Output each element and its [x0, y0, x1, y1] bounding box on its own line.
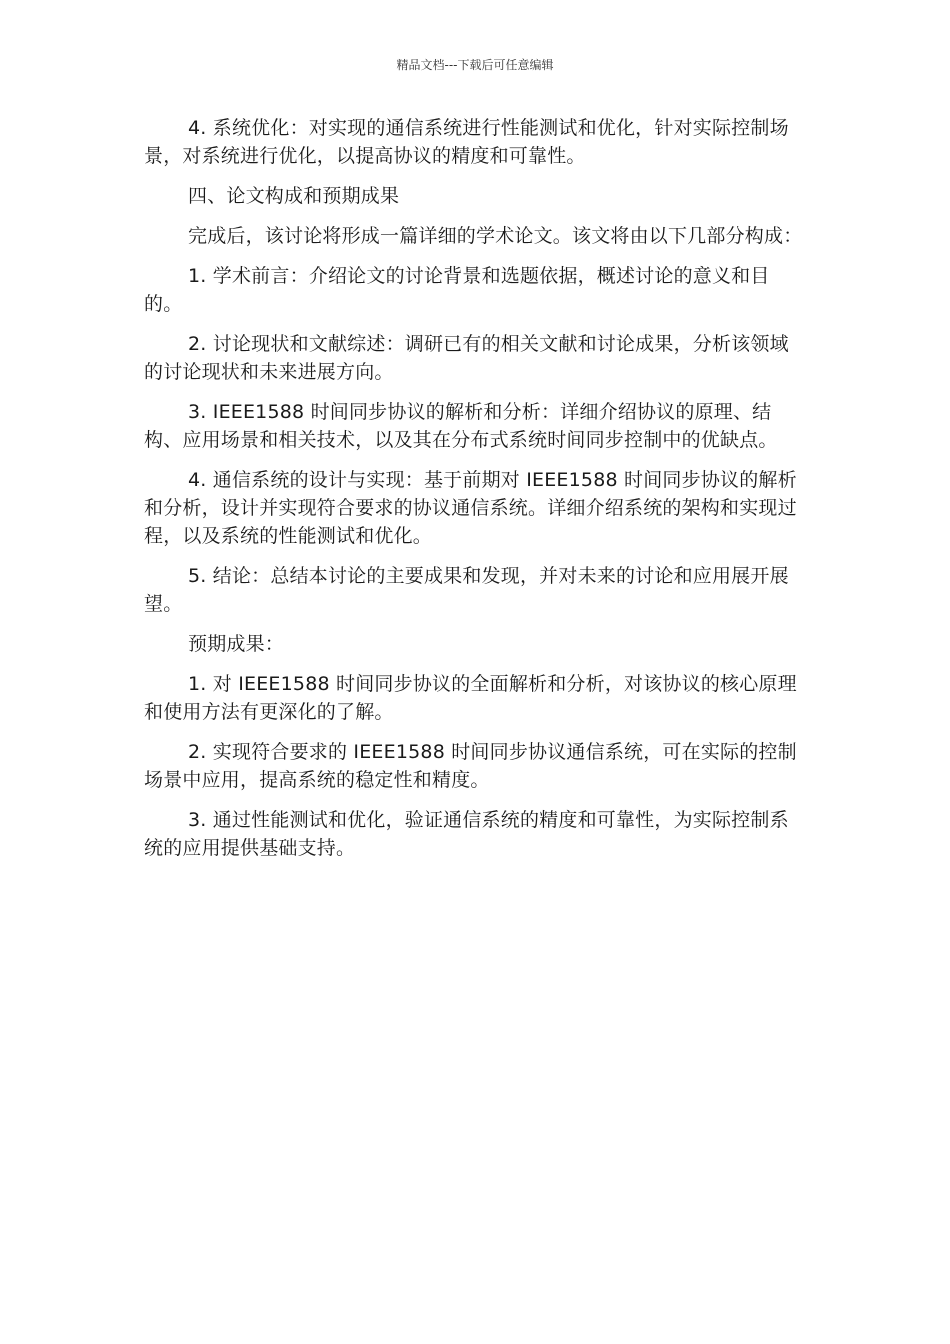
list-item-literature-review: 2. 讨论现状和文献综述：调研已有的相关文献和讨论成果，分析该领域的讨论现状和未来进展方向。: [144, 333, 789, 383]
list-item-academic-preface: 1. 学术前言：介绍论文的讨论背景和选题依据，概述讨论的意义和目的。: [144, 265, 770, 315]
section-heading-structure-and-outcomes: 四、论文构成和预期成果: [188, 185, 400, 207]
list-item-conclusion: 5. 结论：总结本讨论的主要成果和发现，并对未来的讨论和应用展开展望。: [144, 565, 789, 615]
list-item-outcome-validation: 3. 通过性能测试和优化，验证通信系统的精度和可靠性，为实际控制系统的应用提供基础支持。: [144, 809, 789, 859]
paragraph-paper-composition-intro: 完成后，该讨论将形成一篇详细的学术论文。该文将由以下几部分构成：: [188, 225, 803, 247]
page-header: 精品文档---下载后可任意编辑: [396, 58, 554, 72]
list-item-outcome-implementation: 2. 实现符合要求的 IEEE1588 时间同步协议通信系统，可在实际的控制场景中应用，提高系统的稳定性和精度。: [144, 741, 797, 791]
list-item-system-design: 4. 通信系统的设计与实现：基于前期对 IEEE1588 时间同步协议的解析和分析，设计并实现符合要求的协议通信系统。详细介绍系统的架构和实现过程，以及系统的性能测试和优化。: [144, 469, 797, 547]
list-item-protocol-analysis: 3. IEEE1588 时间同步协议的解析和分析：详细介绍协议的原理、结构、应用场景和相关技术，以及其在分布式系统时间同步控制中的优缺点。: [144, 401, 778, 451]
subheading-expected-outcomes: 预期成果：: [188, 633, 285, 655]
list-item-outcome-analysis: 1. 对 IEEE1588 时间同步协议的全面解析和分析，对该协议的核心原理和使用方法有更深化的了解。: [144, 673, 797, 723]
paragraph-system-optimization: 4. 系统优化：对实现的通信系统进行性能测试和优化，针对实际控制场景，对系统进行优化，以提高协议的精度和可靠性。: [144, 117, 789, 167]
document-body: [144, 114, 804, 874]
